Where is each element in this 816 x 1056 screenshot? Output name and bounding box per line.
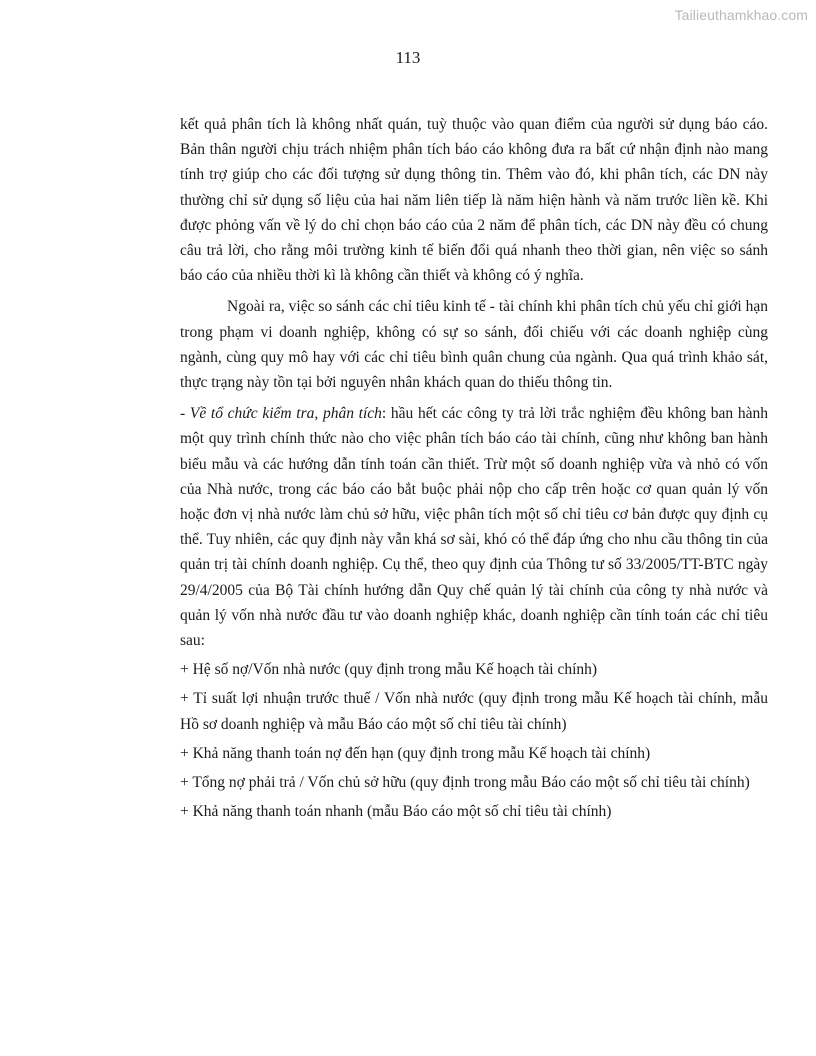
page-number: 113 [395, 48, 421, 67]
list-item: + Tỉ suất lợi nhuận trước thuế / Vốn nhà nước (quy định trong mẫu Kế hoạch tài chính, mẫu Hồ sơ doanh nghiệp và mẫu Báo cáo một số chỉ tiêu tài chính) [180, 690, 768, 733]
document-body [180, 112, 768, 824]
paragraph-1: kết quả phân tích là không nhất quán, tuỳ thuộc vào quan điểm của người sử dụng báo cáo. Bản thân người chịu trách nhiệm phân tích báo cáo không đưa ra bất cứ nhận định nào mang tính trợ giúp cho các đối tượng sử dụng thông tin. Thêm vào đó, khi phân tích, các DN này thường chỉ sử dụng số liệu của hai năm liên tiếp là năm hiện hành và năm trước liền kề. Khi được phỏng vấn về lý do chỉ chọn báo cáo của 2 năm để phân tích, các DN này đều có chung câu trả lời, cho rằng môi trường kinh tế biến đổi quá nhanh theo thời gian, nên việc so sánh báo cáo của nhiều thời kì là không cần thiết và không có ý nghĩa. [180, 116, 768, 285]
paragraph-3 [180, 401, 768, 653]
list-item: + Khả năng thanh toán nợ đến hạn (quy định trong mẫu Kế hoạch tài chính) [180, 744, 651, 762]
paragraph-3-body: : hầu hết các công ty trả lời trắc nghiệm đều không ban hành một quy trình chính thức nào cho việc phân tích báo cáo tài chính, cũng như không ban hành biểu mẫu và các hướng dẫn tính toán cần thiết. Trừ một số doanh nghiệp vừa và nhỏ có vốn của Nhà nước, trong các báo cáo bắt buộc phải nộp cho cấp trên hoặc cơ quan quản lý vốn hoặc đơn vị nhà nước làm chủ sở hữu, việc phân tích một số chỉ tiêu cơ bản được quy định cụ thể. Tuy nhiên, các quy định này vẫn khá sơ sài, khó có thể đáp ứng cho nhu cầu thông tin của quản trị tài chính doanh nghiệp. Cụ thể, theo quy định của Thông tư số 33/2005/TT-BTC ngày 29/4/2005 của Bộ Tài chính hướng dẫn Quy chế quản lý tài chính của công ty nhà nước và quản lý vốn nhà nước đầu tư vào doanh nghiệp khác, doanh nghiệp cần tính toán các chỉ tiêu sau: [180, 405, 768, 650]
paragraph-2: Ngoài ra, việc so sánh các chỉ tiêu kinh tế - tài chính khi phân tích chủ yếu chỉ giới hạn trong phạm vi doanh nghiệp, không có sự so sánh, đối chiếu với các doanh nghiệp cùng ngành, cùng quy mô hay với các chỉ tiêu bình quân chung của ngành. Qua quá trình khảo sát, thực trạng này tồn tại bởi nguyên nhân khách quan do thiếu thông tin. [180, 298, 768, 392]
list-item: + Tổng nợ phải trả / Vốn chủ sở hữu (quy định trong mẫu Báo cáo một số chỉ tiêu tài chính) [180, 774, 750, 792]
section-heading-italic: Về tổ chức kiểm tra, phân tích [189, 405, 382, 423]
list-item: + Khả năng thanh toán nhanh (mẫu Báo cáo một số chỉ tiêu tài chính) [180, 803, 612, 821]
watermark: Tailieuthamkhao.com [674, 7, 808, 23]
list-item: + Hệ số nợ/Vốn nhà nước (quy định trong mẫu Kế hoạch tài chính) [180, 661, 598, 679]
paragraph-3-prefix: - [180, 405, 190, 423]
